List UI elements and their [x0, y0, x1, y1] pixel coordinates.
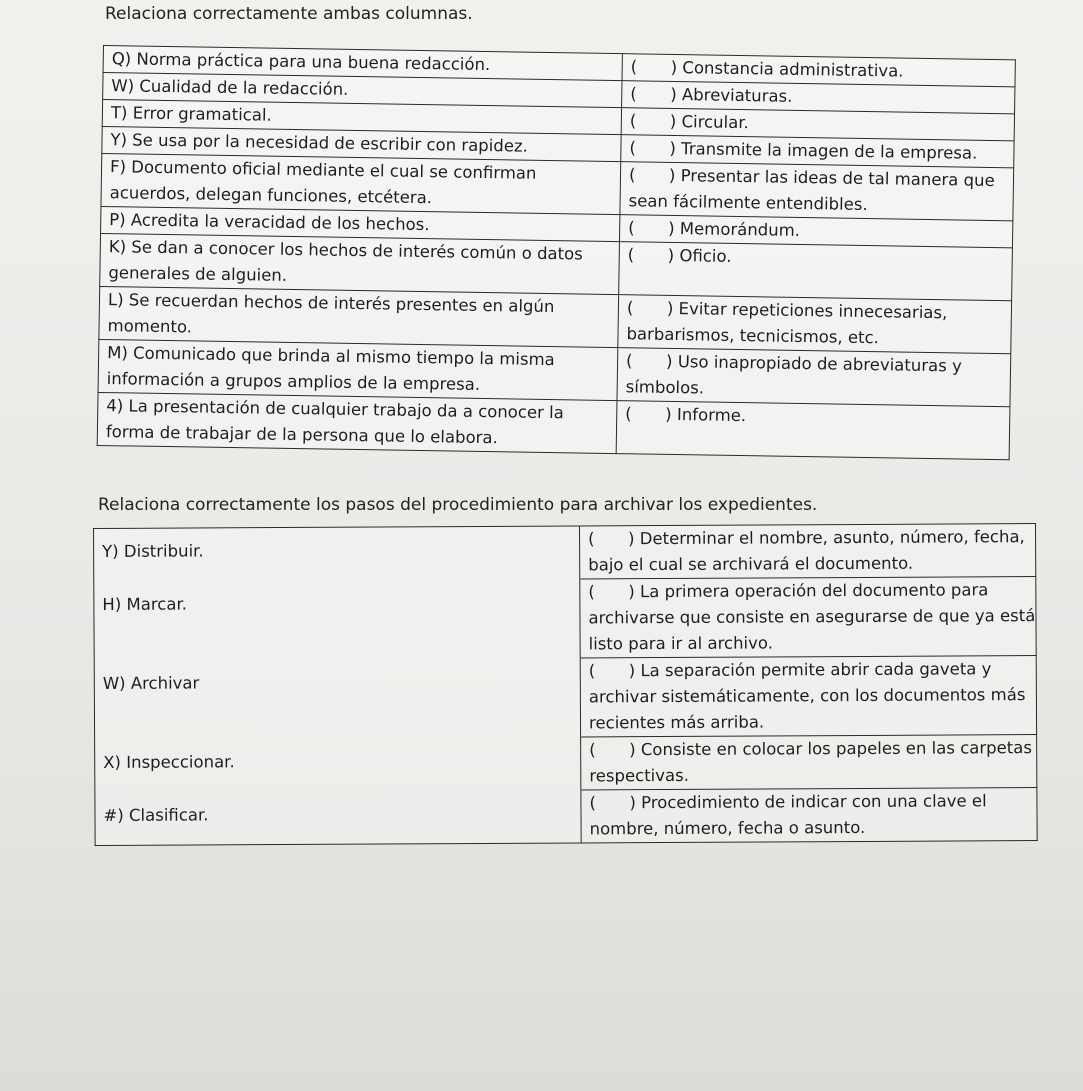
- table-row: [94, 577, 1036, 661]
- right-item: ) Evitar repeticiones innecesarias, barbarismos, tecnicismos, etc.: [626, 298, 948, 348]
- right-cell[interactable]: [579, 524, 1035, 579]
- right-item: ) Abreviaturas.: [670, 84, 793, 106]
- answer-blank[interactable]: (: [625, 404, 632, 424]
- left-cell: [94, 579, 580, 661]
- right-item: ) Uso inapropiado de abreviaturas y símbolos.: [625, 351, 962, 398]
- left-cell: [99, 286, 619, 347]
- right-item: ) Memorándum.: [668, 218, 801, 240]
- table-row: [95, 788, 1037, 846]
- answer-blank[interactable]: (: [630, 84, 637, 104]
- left-cell: [94, 526, 580, 582]
- right-item: ) Transmite la imagen de la empresa.: [669, 138, 978, 163]
- left-item: M) Comunicado que brinda al mismo tiempo la misma información a grupos amplios de la empresa.: [106, 343, 555, 394]
- table-row: [94, 656, 1036, 740]
- left-item: W) Archivar: [102, 672, 200, 693]
- left-item: X) Inspeccionar.: [103, 751, 235, 772]
- left-cell: [95, 790, 581, 846]
- answer-blank[interactable]: (: [630, 57, 638, 77]
- left-item: K) Se dan a conocer los hechos de interés común o datos generales de alguien.: [108, 237, 583, 285]
- right-cell[interactable]: [617, 348, 1011, 407]
- matching-table-1: [97, 45, 1016, 460]
- right-item: ) Presentar las ideas de tal manera que sean fácilmente entendibles.: [628, 165, 995, 215]
- answer-blank[interactable]: (: [625, 351, 633, 371]
- section2-instruction: Relaciona correctamente los pasos del procedimiento para archivar los expedientes.: [98, 495, 818, 515]
- right-item: ) Oficio.: [667, 245, 732, 266]
- answer-blank[interactable]: (: [589, 793, 596, 813]
- right-item: ) Determinar el nombre, asunto, número, fecha, bajo el cual se archivará el documento.: [588, 527, 1025, 575]
- left-item: L) Se recuerdan hechos de interés presentes en algún momento.: [107, 290, 555, 337]
- right-item: ) Circular.: [669, 111, 749, 133]
- left-item: Y) Se usa por la necesidad de escribir con rapidez.: [110, 130, 529, 156]
- left-item: H) Marcar.: [102, 594, 188, 614]
- left-item: Y) Distribuir.: [102, 541, 204, 561]
- left-item: W) Cualidad de la redacción.: [111, 76, 349, 99]
- right-cell[interactable]: [618, 295, 1012, 354]
- answer-blank[interactable]: (: [629, 111, 637, 131]
- right-cell[interactable]: [580, 656, 1036, 737]
- right-cell[interactable]: [619, 242, 1013, 301]
- right-cell[interactable]: [580, 577, 1036, 658]
- answer-blank[interactable]: (: [588, 582, 595, 602]
- answer-blank[interactable]: (: [588, 529, 595, 549]
- left-cell: [94, 658, 580, 740]
- section1-instruction: Relaciona correctamente ambas columnas.: [105, 4, 473, 24]
- answer-blank[interactable]: (: [629, 138, 637, 158]
- right-cell[interactable]: [581, 735, 1037, 790]
- table-row: [94, 524, 1036, 582]
- left-item: F) Documento oficial mediante el cual se confirman acuerdos, delegan funciones, etcétera.: [109, 157, 537, 208]
- matching-table-2: [93, 523, 1038, 846]
- right-item: ) Consiste en colocar los papeles en las carpetas respectivas.: [589, 738, 1032, 786]
- right-item: ) Constancia administrativa.: [670, 57, 904, 81]
- answer-blank[interactable]: (: [627, 245, 635, 265]
- answer-blank[interactable]: (: [628, 165, 636, 185]
- table-row: [95, 735, 1037, 793]
- left-cell: [98, 339, 618, 400]
- left-cell: [101, 153, 621, 214]
- left-item: T) Error gramatical.: [110, 103, 272, 125]
- left-item: 4) La presentación de cualquier trabajo da a conocer la forma de trabajar de la persona que lo elabora.: [105, 396, 564, 448]
- left-item: #) Clasificar.: [103, 804, 209, 825]
- right-cell[interactable]: [620, 162, 1014, 221]
- answer-blank[interactable]: (: [588, 661, 596, 681]
- left-item: Q) Norma práctica para una buena redacción.: [111, 49, 491, 75]
- right-cell[interactable]: [616, 401, 1010, 460]
- right-item: ) La primera operación del documento para archivarse que consiste en asegurarse de que ya está listo para ir al archivo.: [588, 580, 1036, 654]
- answer-blank[interactable]: (: [626, 298, 634, 318]
- answer-blank[interactable]: (: [628, 218, 635, 238]
- left-cell: [95, 737, 581, 793]
- left-cell: [100, 233, 620, 294]
- right-item: ) Procedimiento de indicar con una clave el nombre, número, fecha o asunto.: [589, 791, 987, 839]
- left-cell: [97, 392, 617, 453]
- right-item: ) Informe.: [665, 404, 747, 426]
- answer-blank[interactable]: (: [589, 740, 596, 760]
- left-item: P) Acredita la veracidad de los hechos.: [109, 210, 430, 235]
- right-item: ) La separación permite abrir cada gaveta y archivar sistemáticamente, con los documentos más recientes más arriba.: [588, 659, 1026, 733]
- right-cell[interactable]: [581, 788, 1037, 843]
